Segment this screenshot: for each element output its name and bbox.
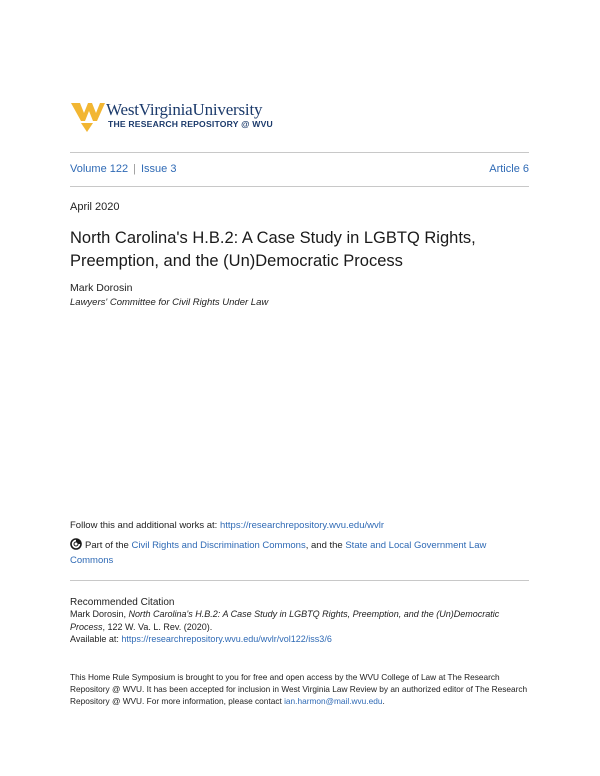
publication-date: April 2020 — [70, 201, 120, 213]
part-of-line — [70, 538, 529, 568]
volume-link[interactable]: Volume 122 — [70, 163, 129, 175]
notice-text: This Home Rule Symposium is brought to you for free and open access by the WVU College of Law at The Research Repository @ WVU. It has been accepted for inclusion in West Virginia Law Review by an authorized editor of The Research Repository @ WVU. For more information, please contact — [70, 672, 528, 706]
contact-email-link[interactable]: ian.harmon@mail.wvu.edu — [284, 696, 383, 706]
repository-logo[interactable] — [71, 99, 331, 139]
citation-source: , 122 W. Va. L. Rev. (2020). — [102, 621, 213, 632]
civil-rights-commons-link[interactable]: Civil Rights and Discrimination Commons — [131, 540, 306, 551]
citation-url-link[interactable]: https://researchrepository.wvu.edu/wvlr/vol122/iss3/6 — [121, 634, 332, 644]
follow-prefix: Follow this and additional works at: — [70, 520, 218, 531]
issue-meta-row — [70, 163, 529, 175]
part-of-prefix: Part of the — [85, 540, 129, 551]
meta-divider — [70, 186, 529, 187]
wvu-flying-wv-icon — [71, 99, 105, 133]
meta-separator: | — [133, 163, 136, 175]
access-notice — [70, 671, 529, 707]
top-divider — [70, 152, 529, 153]
collection-url-link[interactable]: https://researchrepository.wvu.edu/wvlr — [219, 520, 384, 531]
citation-divider — [70, 580, 529, 581]
citation-author: Mark Dorosin, — [70, 609, 127, 619]
author-affiliation: Lawyers' Committee for Civil Rights Under Law — [70, 297, 269, 308]
logo-repository-subtitle: THE RESEARCH REPOSITORY @ WVU — [108, 119, 273, 129]
author-name: Mark Dorosin — [70, 282, 133, 294]
article-link[interactable]: Article 6 — [489, 163, 529, 175]
citation-title: North Carolina's H.B.2: A Case Study in LGBTQ Rights, Preemption, and the (Un)Democratic Process — [70, 609, 500, 632]
issue-link[interactable]: Issue 3 — [140, 163, 177, 175]
citation-body — [70, 608, 529, 646]
citation-heading: Recommended Citation — [70, 597, 175, 608]
state-local-government-commons-link[interactable]: State and Local Government Law Commons — [70, 540, 487, 566]
network-commons-icon — [70, 538, 82, 550]
logo-university-name: WestVirginiaUniversity — [106, 100, 263, 119]
part-of-middle: , and the — [305, 540, 343, 551]
citation-available-prefix: Available at: — [70, 634, 119, 644]
notice-end: . — [382, 696, 385, 706]
article-title: North Carolina's H.B.2: A Case Study in LGBTQ Rights, Preemption, and the (Un)Democratic Process — [70, 229, 476, 270]
follow-line — [70, 520, 384, 531]
